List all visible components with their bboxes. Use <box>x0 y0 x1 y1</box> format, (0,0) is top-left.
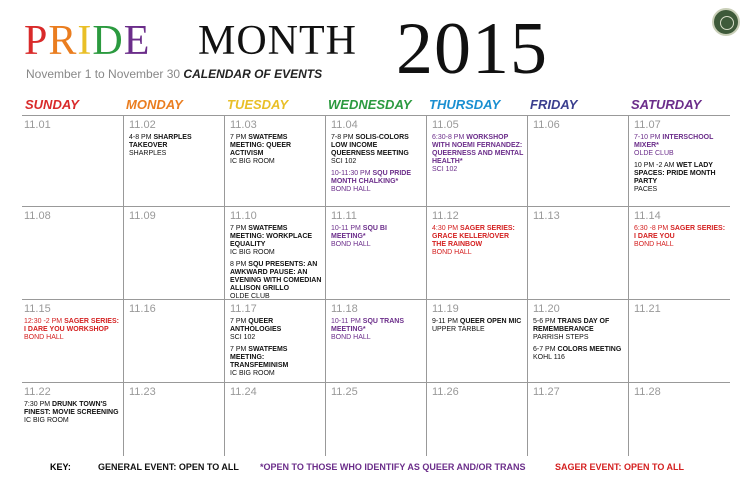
event-item[interactable] <box>432 318 524 334</box>
event-name: SAGER SERIES: GRACE KELLER/OVER THE RAINBOW <box>432 225 515 248</box>
day-date: 11.02 <box>129 119 156 131</box>
subtitle-label: CALENDAR OF EVENTS <box>183 67 323 81</box>
day-cell[interactable] <box>224 383 325 456</box>
event-item[interactable] <box>432 225 524 257</box>
event-item[interactable] <box>230 225 322 257</box>
day-cell[interactable] <box>123 207 224 299</box>
event-location: SHARPLES <box>129 150 167 157</box>
day-header-wednesday: WEDNESDAY <box>328 97 412 112</box>
event-name: SQU TRANS MEETING* <box>331 318 405 333</box>
subtitle <box>26 67 322 81</box>
day-date: 11.22 <box>24 386 51 398</box>
event-time: 7:30 PM <box>24 401 51 408</box>
day-cell[interactable] <box>22 300 123 382</box>
day-cell[interactable] <box>325 207 426 299</box>
event-item[interactable] <box>24 401 120 425</box>
event-item[interactable] <box>230 261 322 299</box>
event-location: IC BIG ROOM <box>230 249 275 256</box>
key-queer: *OPEN TO THOSE WHO IDENTIFY AS QUEER AND/OR TRANS <box>260 462 526 472</box>
day-date: 11.27 <box>533 386 560 398</box>
title-year: 2015 <box>396 8 548 90</box>
week-row <box>22 115 730 206</box>
event-item[interactable] <box>634 134 727 158</box>
title-letter: D <box>92 18 124 64</box>
title-letter: E <box>123 18 151 64</box>
day-cell[interactable] <box>123 383 224 456</box>
event-item[interactable] <box>533 318 625 342</box>
day-cell[interactable] <box>628 383 730 456</box>
day-date: 11.09 <box>129 210 156 222</box>
day-cell[interactable] <box>22 383 123 456</box>
day-cell[interactable] <box>123 300 224 382</box>
day-cell[interactable] <box>22 116 123 206</box>
day-cell[interactable] <box>527 207 628 299</box>
event-location: SCI 102 <box>230 334 256 341</box>
event-location: BOND HALL <box>331 334 371 341</box>
day-date: 11.12 <box>432 210 459 222</box>
day-header-row <box>22 96 730 115</box>
day-date: 11.20 <box>533 303 560 315</box>
event-item[interactable] <box>230 346 322 378</box>
event-time: 10 PM -2 AM <box>634 162 675 169</box>
week-row <box>22 382 730 456</box>
day-date: 11.13 <box>533 210 560 222</box>
event-name: WORKSHOP WITH NOEMI FERNANDEZ: QUEERNESS AND MENTAL HEALTH* <box>432 134 524 165</box>
day-date: 11.23 <box>129 386 156 398</box>
day-date: 11.24 <box>230 386 257 398</box>
event-time: 6:30 -8 PM <box>634 225 669 232</box>
event-time: 9-11 PM <box>432 318 458 325</box>
event-name: SQU BI MEETING* <box>331 225 387 240</box>
title-letter: I <box>77 18 93 64</box>
day-date: 11.04 <box>331 119 358 131</box>
day-cell[interactable] <box>527 116 628 206</box>
event-time: 7-10 PM <box>634 134 661 141</box>
event-name: COLORS MEETING <box>557 346 622 353</box>
day-date: 11.17 <box>230 303 257 315</box>
day-date: 11.18 <box>331 303 358 315</box>
key-sager: SAGER EVENT: OPEN TO ALL <box>555 462 685 472</box>
event-item[interactable] <box>533 346 625 362</box>
title-pride <box>24 18 150 64</box>
day-cell[interactable] <box>325 300 426 382</box>
event-name: SHARPLES TAKEOVER <box>129 134 192 149</box>
event-name: DRUNK TOWN'S FINEST: MOVIE SCREENING <box>24 401 119 416</box>
event-location: SCI 102 <box>331 158 357 165</box>
event-time: 5-6 PM <box>533 318 556 325</box>
event-location: UPPER TARBLE <box>432 326 485 333</box>
day-header-monday: MONDAY <box>126 97 183 112</box>
day-date: 11.05 <box>432 119 459 131</box>
event-name: SWATFEMS MEETING: QUEER ACTIVISM <box>230 134 292 157</box>
event-name: SQU PRESENTS: AN AWKWARD PAUSE: AN EVENING WITH COMEDIAN ALLISON GRILLO <box>230 261 322 292</box>
event-location: OLDE CLUB <box>230 293 270 299</box>
event-location: IC BIG ROOM <box>230 158 275 165</box>
day-cell[interactable] <box>426 383 527 456</box>
event-item[interactable] <box>432 134 524 174</box>
event-item[interactable] <box>129 134 221 158</box>
event-item[interactable] <box>331 225 423 249</box>
week-row <box>22 299 730 382</box>
event-time: 10-11 PM <box>331 225 361 232</box>
event-time: 6-7 PM <box>533 346 556 353</box>
day-cell[interactable] <box>325 116 426 206</box>
key-label: KEY: <box>50 462 71 472</box>
day-date: 11.07 <box>634 119 661 131</box>
day-cell[interactable] <box>22 207 123 299</box>
event-item[interactable] <box>230 134 322 166</box>
day-cell[interactable] <box>224 300 325 382</box>
event-location: BOND HALL <box>24 334 64 341</box>
day-header-friday: FRIDAY <box>530 97 578 112</box>
day-cell[interactable] <box>123 116 224 206</box>
title-month: MONTH <box>198 18 357 64</box>
event-time: 10-11:30 PM <box>331 170 371 177</box>
weeks-container <box>22 115 730 456</box>
day-date: 11.03 <box>230 119 257 131</box>
day-cell[interactable] <box>224 116 325 206</box>
subtitle-date-range: November 1 to November 30 <box>26 67 181 81</box>
day-cell[interactable] <box>527 300 628 382</box>
event-time: 10-11 PM <box>331 318 361 325</box>
day-cell[interactable] <box>527 383 628 456</box>
day-cell[interactable] <box>426 116 527 206</box>
day-cell[interactable] <box>426 300 527 382</box>
event-time: 12:30 -2 PM <box>24 318 63 325</box>
event-item[interactable] <box>634 162 727 194</box>
event-time: 8 PM <box>230 261 247 268</box>
event-time: 7 PM <box>230 134 247 141</box>
event-location: OLDE CLUB <box>634 150 674 157</box>
event-name: QUEER OPEN MIC <box>459 318 522 325</box>
day-date: 11.01 <box>24 119 51 131</box>
event-time: 4-8 PM <box>129 134 152 141</box>
event-location: PACES <box>634 186 658 193</box>
day-date: 11.21 <box>634 303 661 315</box>
event-time: 4:30 PM <box>432 225 459 232</box>
event-name: TRANS DAY OF REMEMBERANCE <box>533 318 610 333</box>
event-name: QUEER ANTHOLOGIES <box>230 318 282 333</box>
event-item[interactable] <box>331 318 423 342</box>
day-cell[interactable] <box>628 116 730 206</box>
day-date: 11.25 <box>331 386 358 398</box>
day-cell[interactable] <box>325 383 426 456</box>
day-date: 11.11 <box>331 210 357 222</box>
event-name: SAGER SERIES: I DARE YOU <box>634 225 726 240</box>
event-location: BOND HALL <box>331 186 371 193</box>
day-cell[interactable] <box>628 300 730 382</box>
event-name: SWATFEMS MEETING: WORKPLACE EQUALITY <box>230 225 313 248</box>
event-name: WET LADY SPACES: PRIDE MONTH PARTY <box>634 162 716 185</box>
event-item[interactable] <box>24 318 120 342</box>
day-date: 11.15 <box>24 303 51 315</box>
event-location: SCI 102 <box>432 166 458 173</box>
calendar-grid <box>22 96 730 456</box>
day-date: 11.28 <box>634 386 661 398</box>
event-time: 6:30-8 PM <box>432 134 465 141</box>
day-header-saturday: SATURDAY <box>631 97 702 112</box>
event-name: INTERSCHOOL MIXER* <box>634 134 714 149</box>
day-date: 11.26 <box>432 386 459 398</box>
event-item[interactable] <box>230 318 322 342</box>
event-name: SAGER SERIES: I DARE YOU WORKSHOP <box>24 318 119 333</box>
event-location: KOHL 116 <box>533 354 565 361</box>
event-name: SWATFEMS MEETING: TRANSFEMINISM <box>230 346 289 369</box>
event-location: IC BIG ROOM <box>230 370 275 377</box>
event-location: PARRISH STEPS <box>533 334 589 341</box>
event-time: 7-8 PM <box>331 134 354 141</box>
event-time: 7 PM <box>230 318 247 325</box>
title-letter: R <box>48 18 78 64</box>
day-cell[interactable] <box>628 207 730 299</box>
day-date: 11.08 <box>24 210 51 222</box>
event-item[interactable] <box>634 225 727 249</box>
event-item[interactable] <box>331 134 423 166</box>
day-header-sunday: SUNDAY <box>25 97 79 112</box>
event-name: SQU PRIDE MONTH CHALKING* <box>331 170 412 185</box>
day-date: 11.16 <box>129 303 156 315</box>
title-letter: P <box>24 18 49 64</box>
key-general: GENERAL EVENT: OPEN TO ALL <box>98 462 239 472</box>
event-location: BOND HALL <box>634 241 674 248</box>
day-header-tuesday: TUESDAY <box>227 97 289 112</box>
day-cell[interactable] <box>224 207 325 299</box>
week-row <box>22 206 730 299</box>
college-seal-icon <box>712 8 740 36</box>
day-date: 11.14 <box>634 210 661 222</box>
event-location: BOND HALL <box>331 241 371 248</box>
day-date: 11.06 <box>533 119 560 131</box>
event-item[interactable] <box>331 170 423 194</box>
day-date: 11.10 <box>230 210 257 222</box>
event-name: SOLIS-COLORS LOW INCOME QUEERNESS MEETING <box>331 134 409 157</box>
event-location: BOND HALL <box>432 249 472 256</box>
day-cell[interactable] <box>426 207 527 299</box>
event-time: 7 PM <box>230 346 247 353</box>
event-location: IC BIG ROOM <box>24 417 69 424</box>
day-date: 11.19 <box>432 303 459 315</box>
day-header-thursday: THURSDAY <box>429 97 501 112</box>
event-time: 7 PM <box>230 225 247 232</box>
